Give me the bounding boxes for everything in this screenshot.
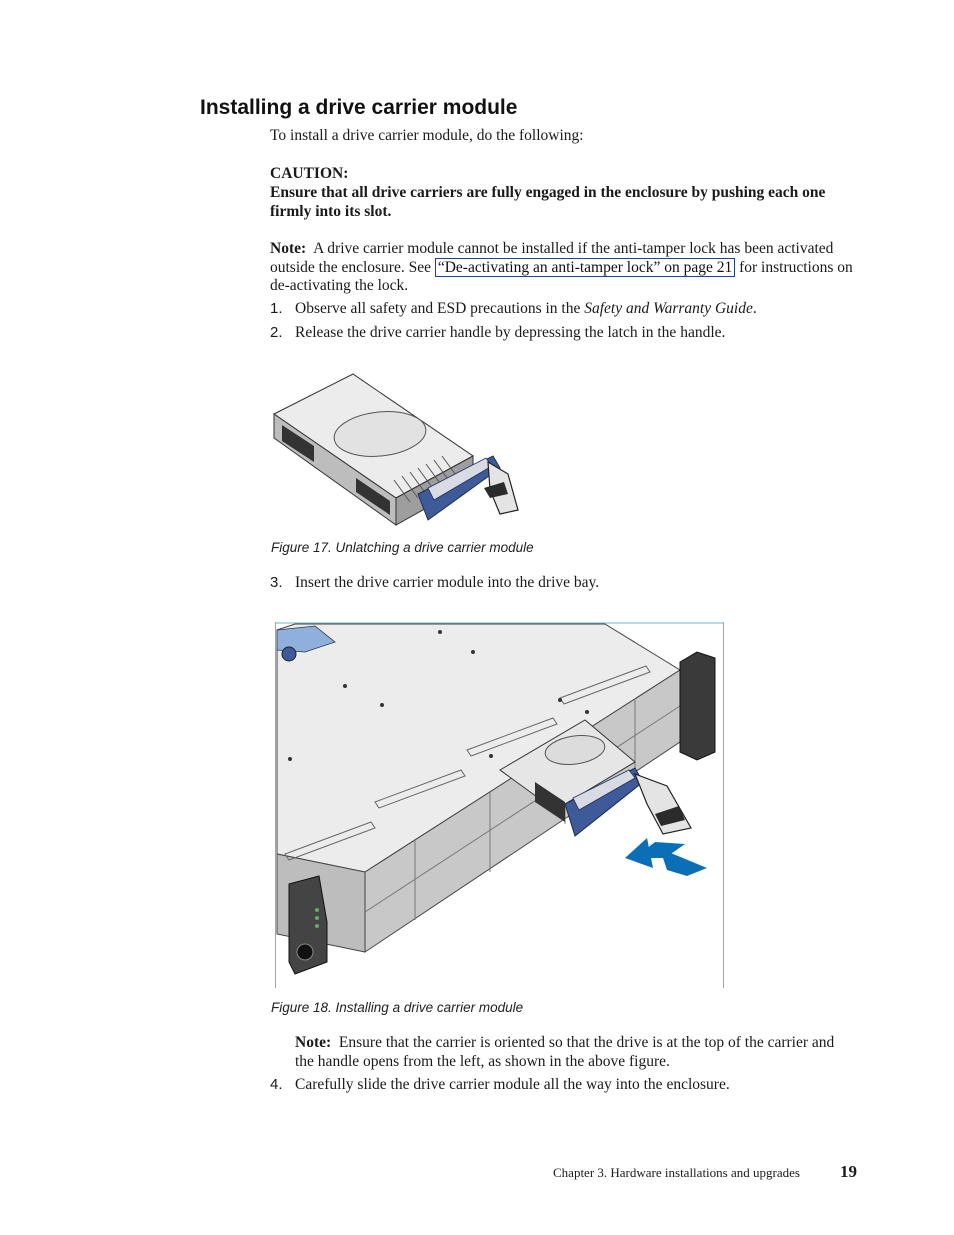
step-number: 4. bbox=[270, 1076, 283, 1093]
figure-17-image bbox=[268, 370, 523, 528]
note-label: Note: bbox=[270, 240, 307, 257]
step-2 bbox=[270, 324, 862, 344]
figure-18-image bbox=[275, 622, 725, 988]
footer-chapter: Chapter 3. Hardware installations and upgrades bbox=[553, 1165, 800, 1180]
guide-title: Safety and Warranty Guide bbox=[584, 300, 753, 317]
step-3 bbox=[270, 574, 862, 594]
note-label: Note: bbox=[295, 1034, 332, 1051]
intro-text: To install a drive carrier module, do the following: bbox=[270, 127, 584, 144]
caution-label: CAUTION: bbox=[270, 165, 349, 182]
step-number: 3. bbox=[270, 574, 283, 591]
note-anti-tamper bbox=[270, 240, 862, 296]
step-text-end: . bbox=[752, 300, 757, 317]
step-text: Carefully slide the drive carrier module all the way into the enclosure. bbox=[295, 1076, 730, 1093]
note-text: Ensure that the carrier is oriented so that the drive is at the top of the carrier and the handle opens from the left, as shown in the above figure. bbox=[295, 1034, 835, 1070]
figure-17-caption: Figure 17. Unlatching a drive carrier module bbox=[271, 540, 534, 555]
note-text: A drive carrier module cannot be installed if the anti-tamper lock has been activated outside the enclosure. See bbox=[270, 240, 834, 276]
page-title: Installing a drive carrier module bbox=[200, 96, 518, 119]
note-orientation bbox=[295, 1034, 840, 1071]
step-text: Insert the drive carrier module into the drive bay. bbox=[295, 574, 600, 591]
step-number: 2. bbox=[270, 324, 283, 341]
step-text: Release the drive carrier handle by depressing the latch in the handle. bbox=[295, 324, 726, 341]
note-text-after: for instructions on de-activating the lock. bbox=[270, 258, 853, 294]
deactivate-lock-link[interactable]: “De-activating an anti-tamper lock” on page 21 bbox=[435, 258, 735, 277]
caution-text: Ensure that all drive carriers are fully engaged in the enclosure by pushing each one firmly into its slot. bbox=[270, 184, 826, 220]
step-text: Observe all safety and ESD precautions in the bbox=[295, 300, 585, 317]
page-number: 19 bbox=[840, 1162, 857, 1181]
step-4 bbox=[270, 1076, 862, 1096]
step-number: 1. bbox=[270, 300, 283, 317]
step-1 bbox=[270, 300, 862, 320]
figure-18-caption: Figure 18. Installing a drive carrier module bbox=[271, 1000, 524, 1015]
